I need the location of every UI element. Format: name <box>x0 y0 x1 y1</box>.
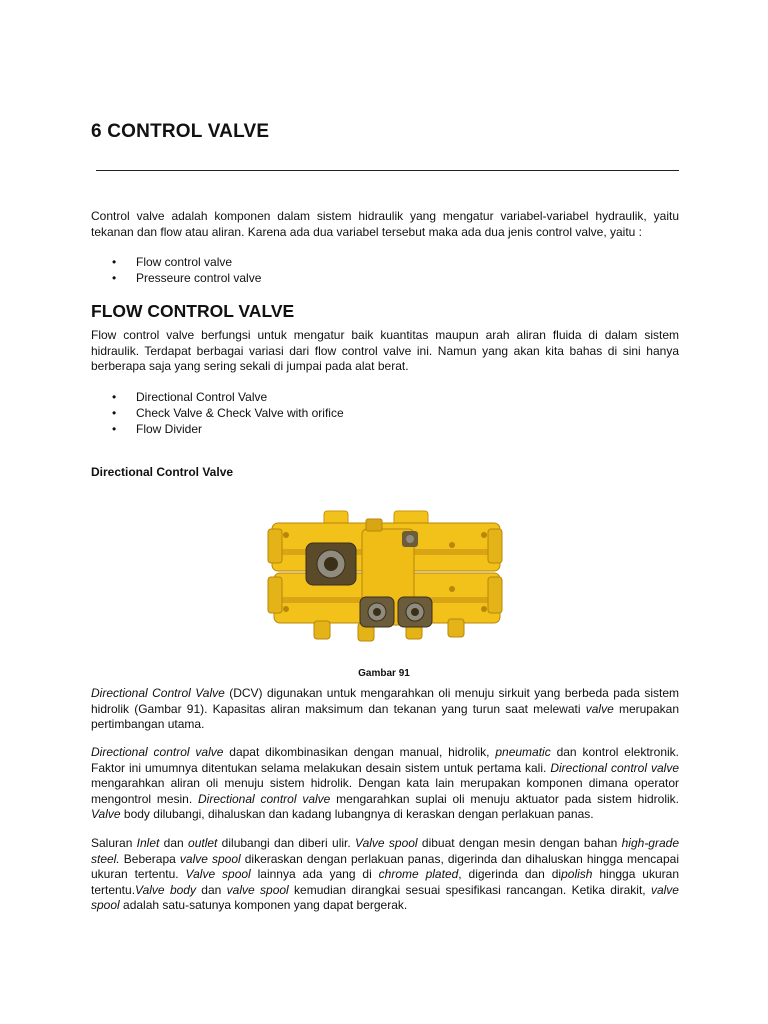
italic-term: Inlet <box>136 836 160 850</box>
list-item: • Flow control valve <box>112 254 261 270</box>
text-run: (DCV) digunakan untuk mengarahkan oli menuju sirkuit yang berbeda pada sistem hidrolik (Gambar 91). Kapasitas aliran maksimum dan tekanan yang turun saat melewati <box>91 686 679 716</box>
section-heading: FLOW CONTROL VALVE <box>91 301 295 321</box>
dcv-paragraph-3 <box>91 836 679 914</box>
text-run: dikeraskan dengan perlakuan panas, digerinda dan dihaluskan hingga mencapai ukuran tertentu. <box>91 851 679 881</box>
italic-term: valve spool <box>179 851 241 866</box>
list-item: • Check Valve & Check Valve with orifice <box>112 405 344 421</box>
text-run: Beberapa <box>119 851 180 866</box>
italic-term: valve <box>585 701 614 716</box>
italic-term: valve spool <box>226 882 289 897</box>
intro-paragraph: Control valve adalah komponen dalam sistem hidraulik yang mengatur variabel-variabel hydraulik, yaitu tekanan dan flow atau aliran. Karena ada dua variabel tersebut maka ada dua jenis control valve, yaitu : <box>91 209 679 239</box>
italic-term: polish <box>561 867 593 881</box>
italic-term: pneumatic <box>495 745 551 759</box>
italic-term: outlet <box>188 836 218 850</box>
text-run: kemudian dirangkai sesuai spesifikasi rancangan. Ketika dirakit, <box>288 882 651 897</box>
directional-control-valve-image <box>262 505 506 653</box>
text-run: dapat dikombinasikan dengan manual, hidrolik, <box>223 745 496 759</box>
text-run: dan kontrol elektronik. Faktor ini umumnya ditentukan selama melakukan desain sistem untuk pertama kali. <box>91 745 679 775</box>
text-run: dan <box>159 836 189 850</box>
italic-term: Directional control valve <box>550 760 680 775</box>
dcv-paragraph-1 <box>91 686 679 733</box>
italic-term: chrome plated <box>378 867 459 881</box>
text-run: dibuat dengan mesin dengan bahan <box>417 836 622 850</box>
italic-term: Valve spool <box>185 867 251 881</box>
italic-term: Valve body <box>135 882 196 897</box>
text-run: adalah satu-satunya komponen yang dapat bergerak. <box>119 898 408 912</box>
text-run: hingga ukuran tertentu. <box>91 867 679 897</box>
italic-term: Valve spool <box>355 836 418 850</box>
text-run: lainnya ada yang di <box>250 867 379 881</box>
text-run: merupakan pertimbangan utama. <box>91 701 679 731</box>
text-run: dan <box>195 882 227 897</box>
section-intro-paragraph: Flow control valve berfungsi untuk mengatur baik kuantitas maupun arah aliran fluida di dalam sistem hidraulik. Terdapat berbagai variasi dari flow control valve ini. Namun yang akan kita bahas di sini hanya berberapa saja yang sering sekali di jumpai pada alat berat. <box>91 328 679 373</box>
list-item: • Flow Divider <box>112 421 344 437</box>
text-run: mengarahkan suplai oli menuju aktuator pada sistem hidrolik. <box>330 791 679 806</box>
text-run: , digerinda dan di <box>458 867 562 881</box>
italic-term: Directional control valve <box>91 745 224 759</box>
figure-caption: Gambar 91 <box>358 668 410 679</box>
list-item: • Directional Control Valve <box>112 389 344 405</box>
text-run: mengarahkan aliran oli menuju sistem hidrolik. Dengan kata lain merupakan komponen dimana operator mengontrol mesin. <box>91 776 679 806</box>
text-run: body dilubangi, dihaluskan dan kadang lubangnya di keraskan dengan perlakuan panas. <box>120 807 594 821</box>
flow-valve-list <box>112 389 344 438</box>
italic-term: high-grade steel. <box>91 836 679 866</box>
dcv-paragraph-2 <box>91 745 679 823</box>
chapter-title: 6 CONTROL VALVE <box>91 121 270 142</box>
text-run: Saluran <box>91 836 137 850</box>
italic-term: Directional control valve <box>198 791 331 806</box>
italic-term: Directional Control Valve <box>91 686 225 700</box>
list-item: • Presseure control valve <box>112 270 261 286</box>
title-divider <box>96 170 679 171</box>
valve-types-list <box>112 254 261 286</box>
subsection-heading: Directional Control Valve <box>91 465 234 479</box>
text-run: dilubangi dan diberi ulir. <box>217 836 356 850</box>
italic-term: Valve <box>91 807 121 821</box>
italic-term: valve spool <box>91 882 679 912</box>
